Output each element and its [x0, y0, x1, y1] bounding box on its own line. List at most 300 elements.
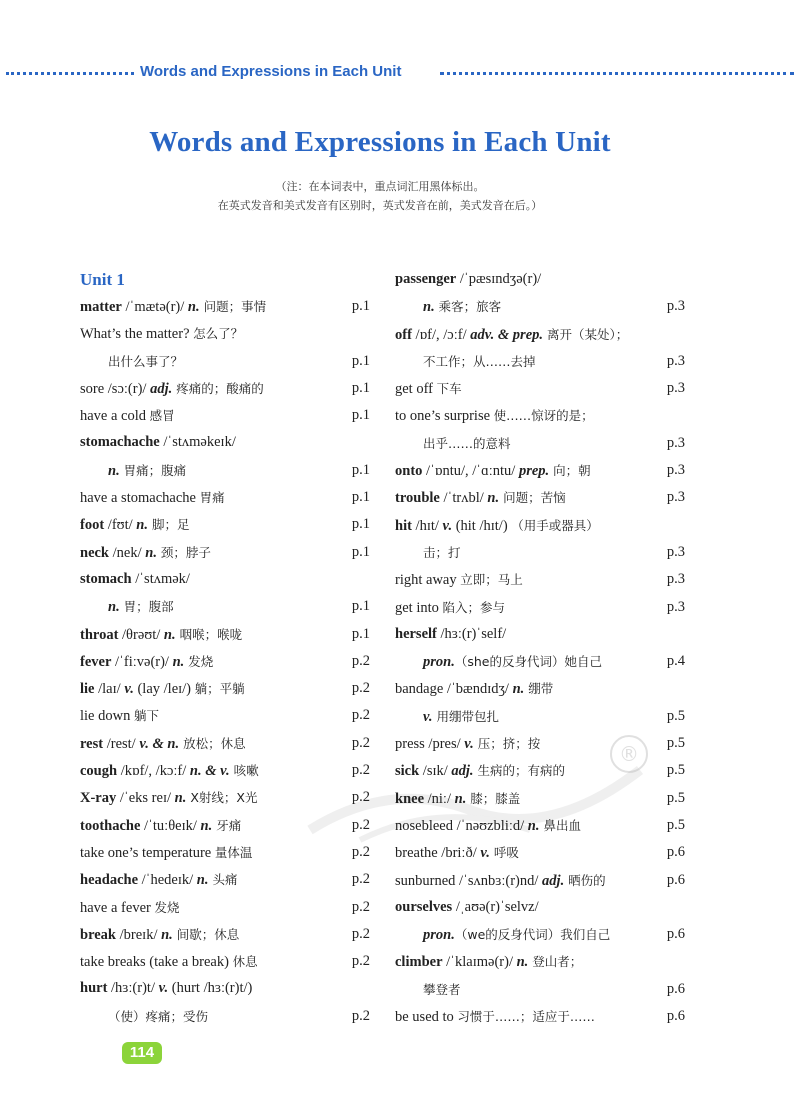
entry-text: [395, 484, 566, 512]
page-reference: p.3: [666, 352, 685, 369]
entry-text: [395, 757, 565, 785]
entry-continuation-line: [80, 457, 370, 484]
part-of-speech: n.: [161, 926, 173, 943]
part-of-speech: v.: [158, 980, 169, 997]
entry-fragment: /ˈklaɪmə(r)/: [442, 954, 517, 971]
entry-line: [80, 648, 370, 675]
headword: rest: [80, 735, 104, 752]
entry-fragment: /ˈhedeɪk/: [138, 872, 197, 889]
chinese-gloss: 膝；膝盖: [466, 790, 521, 806]
page-reference: p.3: [666, 462, 685, 479]
page-reference: p.1: [351, 516, 370, 533]
entry-continuation-line: [395, 703, 685, 730]
entry-text: [395, 867, 606, 895]
entry-line: [80, 675, 370, 702]
entry-line: [80, 730, 370, 757]
entry-text: [395, 785, 520, 813]
headword: foot: [80, 517, 105, 534]
entry-continuation-line: [80, 593, 370, 620]
entry-fragment: /hɪt/: [411, 517, 443, 534]
page-reference: p.2: [351, 925, 370, 942]
page-number-badge: 114: [122, 1042, 162, 1064]
entry-text: [395, 894, 539, 921]
page-reference: p.6: [666, 980, 685, 997]
part-of-speech: n.: [187, 299, 200, 315]
part-of-speech: v.: [480, 845, 490, 862]
entry-text: [80, 948, 258, 976]
entry-text: [80, 511, 189, 539]
page-reference: p.2: [351, 680, 370, 697]
headword: break: [80, 926, 116, 943]
page-reference: p.2: [351, 707, 370, 724]
chinese-gloss: 胃痛: [199, 490, 225, 506]
entry-line: [395, 402, 685, 429]
entry-text: [80, 402, 175, 430]
note-line-1: （注：在本词表中，重点词汇用黑体标出。: [275, 180, 485, 193]
part-of-speech: v. & n.: [139, 735, 180, 752]
entry-fragment: get off: [395, 381, 437, 398]
entry-text: [80, 621, 242, 649]
chinese-gloss: 问题；事情: [199, 299, 267, 314]
entry-continuation-line: [395, 976, 685, 1003]
part-of-speech: v.: [124, 681, 134, 698]
entry-fragment: /ˈtrʌbl/: [439, 490, 488, 507]
entry-text: [423, 921, 610, 949]
headword: passenger: [395, 271, 457, 287]
entry-line: [80, 511, 370, 538]
entry-text: [80, 839, 252, 867]
entry-fragment: /rest/: [103, 735, 140, 752]
entry-line: [395, 730, 685, 757]
entry-continuation-line: [395, 539, 685, 566]
chinese-gloss: 陷入；参与: [442, 599, 506, 615]
page-reference: p.1: [351, 543, 370, 560]
entry-text: [80, 730, 246, 758]
entry-fragment: /breɪk/: [116, 926, 162, 943]
entry-fragment: /kɒf/, /kɔːf/: [117, 763, 190, 780]
chinese-gloss: 头痛: [208, 872, 238, 888]
entry-line: [395, 675, 685, 702]
entry-line: [395, 594, 685, 621]
entry-text: [80, 429, 236, 456]
entry-line: [80, 375, 370, 402]
page-reference: p.5: [666, 789, 685, 806]
entry-line: [395, 484, 685, 511]
chinese-gloss: 生病的；有病的: [473, 763, 566, 779]
entry-text: [395, 457, 591, 485]
entry-line: [80, 839, 370, 866]
page-reference: p.3: [666, 298, 685, 315]
entry-line: [80, 784, 370, 811]
part-of-speech: n.: [108, 462, 120, 479]
headword: ourselves: [395, 898, 453, 915]
entry-fragment: (hurt /hɜː(r)t/): [168, 980, 253, 997]
chinese-gloss: 问题；苦恼: [499, 490, 566, 506]
chinese-gloss: 疼痛的；酸痛的: [172, 380, 264, 396]
part-of-speech: n.: [108, 599, 120, 616]
entry-continuation-line: [395, 648, 685, 675]
headword: climber: [395, 954, 443, 971]
part-of-speech: n.: [196, 872, 209, 889]
entry-continuation-line: [395, 921, 685, 948]
entry-text: [80, 866, 237, 894]
chinese-gloss: 习惯于……；适应于……: [457, 1009, 595, 1025]
entry-line: [395, 375, 685, 402]
entry-line: [395, 948, 685, 975]
part-of-speech: pron.: [423, 927, 455, 944]
entry-text: [80, 702, 159, 730]
entry-line: [395, 757, 685, 784]
part-of-speech: n.: [423, 299, 435, 316]
entry-continuation-line: [395, 293, 685, 320]
entry-fragment: (lay /leɪ/): [133, 681, 195, 698]
entry-text: [395, 621, 506, 648]
entry-fragment: have a fever: [80, 899, 155, 916]
chinese-gloss: 晒伤的: [564, 872, 606, 888]
chinese-gloss: 颈；脖子: [156, 544, 211, 560]
chinese-gloss: 攀登者: [423, 981, 461, 997]
entry-text: [423, 293, 501, 321]
headword: onto: [395, 463, 423, 480]
entry-text: [395, 812, 581, 840]
entry-text: [80, 784, 257, 812]
entry-fragment: /ˈtuːθeɪk/: [140, 817, 201, 834]
chinese-gloss: 感冒: [149, 408, 175, 424]
part-of-speech: n.: [516, 954, 529, 971]
running-header-title: Words and Expressions in Each Unit: [140, 63, 402, 80]
part-of-speech: n.: [512, 681, 525, 698]
chinese-gloss: 胃；腹部: [119, 599, 174, 615]
entry-fragment: right away: [395, 572, 461, 589]
entry-text: [80, 484, 225, 512]
headword: trouble: [395, 490, 440, 507]
entry-fragment: /ˈɒntu/, /ˈɑːntu/: [422, 463, 519, 480]
entry-text: [395, 948, 582, 976]
entry-line: [395, 785, 685, 812]
part-of-speech: adv. & prep.: [470, 326, 544, 343]
page-reference: p.3: [666, 571, 685, 588]
page-reference: p.4: [666, 653, 685, 670]
entry-line: [395, 867, 685, 894]
entry-text: [395, 266, 541, 293]
part-of-speech: adj.: [542, 872, 565, 889]
entry-text: [80, 648, 213, 676]
entry-fragment: /laɪ/: [94, 681, 125, 698]
headword: herself: [395, 625, 437, 642]
page-reference: p.1: [351, 379, 370, 396]
chinese-gloss: 咳嗽: [229, 763, 259, 779]
entry-text: [108, 1003, 208, 1031]
part-of-speech: pron.: [423, 654, 455, 671]
entry-text: [80, 921, 239, 949]
word-list-right-column: [395, 266, 685, 1030]
entry-fragment: /ˈeks reɪ/: [116, 790, 175, 807]
entry-fragment: get into: [395, 599, 443, 616]
entry-line: [395, 812, 685, 839]
entry-text: [395, 566, 523, 594]
entry-line: [80, 484, 370, 511]
entry-fragment: /sɪk/: [419, 763, 452, 780]
page-reference: p.1: [351, 298, 370, 314]
part-of-speech: n.: [174, 790, 187, 807]
entry-text: [423, 348, 536, 376]
entry-text: [80, 375, 264, 403]
part-of-speech: n.: [454, 790, 467, 807]
headword: off: [395, 326, 412, 343]
entry-text: [108, 348, 183, 376]
headword: sick: [395, 763, 420, 780]
chinese-gloss: 发烧: [154, 899, 180, 915]
entry-line: [395, 266, 685, 293]
part-of-speech: n.: [172, 653, 185, 670]
chinese-gloss: 出乎……的意料: [423, 435, 511, 451]
entry-text: [80, 320, 243, 348]
chinese-gloss: 出什么事了？: [108, 353, 184, 369]
part-of-speech: v.: [423, 708, 433, 725]
chinese-gloss: 下车: [436, 381, 462, 397]
page-reference: p.5: [666, 762, 685, 779]
chinese-gloss: 用绷带包扎: [432, 708, 500, 724]
page-reference: p.1: [351, 407, 370, 424]
chinese-gloss: 击；打: [423, 544, 461, 560]
page-reference: p.6: [666, 844, 685, 861]
part-of-speech: n.: [200, 817, 213, 834]
page-reference: p.6: [666, 871, 685, 888]
entry-fragment: sunburned /ˈsʌnbɜː(r)nd/: [395, 872, 543, 889]
note-line-2: 在英式发音和美式发音有区别时，英式发音在前，美式发音在后。）: [217, 199, 543, 212]
page-reference: p.5: [666, 816, 685, 833]
chinese-gloss: 乘客；旅客: [434, 299, 502, 315]
entry-fragment: nosebleed /ˈnəʊzbliːd/: [395, 817, 528, 834]
header-dotted-rule-right: [440, 72, 794, 75]
page-reference: p.2: [351, 762, 370, 779]
entry-text: [423, 539, 461, 567]
part-of-speech: n.: [487, 490, 500, 507]
headword: X-ray: [80, 790, 117, 807]
word-list-left-column: [80, 266, 370, 1030]
entry-text: [80, 894, 179, 922]
page-reference: p.1: [351, 598, 370, 615]
page-reference: p.2: [351, 789, 370, 806]
entry-line: [80, 812, 370, 839]
entry-line: [80, 293, 370, 320]
entry-line: [80, 320, 370, 347]
entry-continuation-line: [80, 348, 370, 375]
chinese-gloss: 呼吸: [489, 845, 519, 861]
entry-line: [395, 321, 685, 348]
entry-text: [108, 457, 186, 485]
entry-line: [80, 757, 370, 784]
headword: throat: [80, 626, 119, 643]
chinese-gloss: 不工作；从……去掉: [423, 353, 536, 369]
entry-line: [80, 566, 370, 593]
entry-fragment: be used to: [395, 1009, 458, 1026]
chinese-gloss: 发烧: [184, 653, 214, 669]
entry-text: [395, 730, 540, 758]
entry-fragment: /niː/: [424, 790, 455, 807]
chinese-gloss: 咽喉；喉咙: [175, 626, 243, 642]
entry-fragment: /ˈfiːvə(r)/: [111, 653, 173, 670]
entry-text: [423, 703, 499, 731]
entry-fragment: /ˈstʌmək/: [131, 570, 190, 587]
page-reference: p.1: [351, 625, 370, 642]
chinese-gloss: 胃痛；腹痛: [119, 462, 187, 478]
entry-fragment: (hit /hɪt/): [452, 517, 512, 534]
entry-fragment: /fʊt/: [104, 517, 137, 534]
entry-text: [395, 375, 462, 403]
entry-line: [395, 894, 685, 921]
entry-fragment: /θrəʊt/: [118, 626, 164, 643]
chinese-gloss: 鼻出血: [539, 817, 581, 833]
page-title: Words and Expressions in Each Unit: [149, 126, 611, 158]
entry-line: [395, 839, 685, 866]
headword: toothache: [80, 817, 141, 834]
entry-text: [80, 566, 190, 593]
entry-text: [423, 430, 511, 458]
entry-fragment: have a cold: [80, 408, 150, 425]
entry-fragment: /ˈpæsɪndʒə(r)/: [456, 271, 542, 287]
chinese-gloss: 登山者；: [528, 954, 583, 970]
entry-fragment: /ˈstʌməkeɪk/: [159, 434, 236, 451]
page-reference: p.2: [351, 898, 370, 915]
headword: matter: [80, 299, 122, 315]
chinese-gloss: 量体温: [214, 844, 253, 860]
entry-fragment: /ɒf/, /ɔːf/: [411, 326, 471, 343]
headword: headache: [80, 872, 138, 889]
entry-text: [80, 757, 259, 785]
entry-text: [395, 1003, 595, 1031]
chinese-gloss: 休息: [232, 954, 258, 970]
headword: cough: [80, 763, 118, 780]
chinese-gloss: 脚；足: [148, 517, 190, 533]
entry-fragment: take breaks (take a break): [80, 954, 233, 971]
registered-mark-icon: ®: [610, 735, 648, 773]
part-of-speech: n.: [527, 817, 540, 834]
entry-fragment: /ˈmætə(r)/: [121, 299, 188, 315]
entry-fragment: to one’s surprise: [395, 408, 494, 425]
page-reference: p.3: [666, 434, 685, 451]
entry-text: [80, 293, 266, 321]
entry-text: [80, 812, 241, 840]
entry-text: [80, 539, 211, 567]
part-of-speech: v.: [464, 736, 474, 753]
entry-text: [395, 839, 519, 867]
page-reference: p.2: [351, 953, 370, 970]
entry-fragment: press /pres/: [395, 736, 465, 753]
page-reference: p.2: [351, 1007, 370, 1024]
part-of-speech: v.: [442, 517, 453, 534]
entry-fragment: have a stomachache: [80, 490, 200, 507]
chinese-gloss: （用手或器具）: [511, 517, 599, 533]
entry-fragment: take one’s temperature: [80, 844, 215, 861]
entry-text: [395, 512, 599, 540]
entry-continuation-line: [395, 348, 685, 375]
entry-line: [80, 539, 370, 566]
part-of-speech: adj.: [150, 380, 173, 397]
entry-line: [80, 621, 370, 648]
entry-line: [80, 894, 370, 921]
page-reference: p.1: [351, 352, 370, 369]
page-reference: p.3: [666, 543, 685, 560]
part-of-speech: prep.: [518, 463, 550, 480]
chinese-gloss: 向；朝: [549, 463, 591, 479]
chinese-gloss: 放松；休息: [179, 735, 246, 751]
chinese-gloss: 躺；平躺: [194, 681, 245, 697]
entry-line: [395, 566, 685, 593]
entry-fragment: /ˌaʊə(r)ˈselvz/: [452, 898, 539, 915]
chinese-gloss: （she的反身代词）她自己: [454, 654, 602, 670]
entry-line: [80, 866, 370, 893]
part-of-speech: n.: [136, 517, 148, 534]
headword: knee: [395, 790, 424, 807]
entry-fragment: lie down: [80, 708, 134, 725]
page-reference: p.2: [351, 734, 370, 751]
entry-text: [108, 593, 174, 621]
chinese-gloss: （使）疼痛；受伤: [108, 1008, 209, 1024]
part-of-speech: n. & v.: [189, 763, 230, 780]
chinese-gloss: 间歇；休息: [172, 926, 240, 942]
unit-heading: Unit 1: [80, 270, 125, 289]
header-dotted-rule-left: [6, 72, 134, 75]
entry-text: [395, 594, 505, 622]
chinese-gloss: （we的反身代词）我们自己: [454, 927, 611, 943]
page-reference: p.3: [666, 380, 685, 397]
headword: hit: [395, 517, 412, 534]
entry-fragment: What’s the matter?: [80, 326, 194, 343]
entry-text: [80, 975, 252, 1002]
entry-line: [395, 621, 685, 648]
headword: stomachache: [80, 434, 160, 451]
part-of-speech: adj.: [451, 763, 474, 780]
headword: stomach: [80, 570, 132, 587]
part-of-speech: n.: [163, 626, 176, 643]
entry-text: [395, 321, 628, 349]
chinese-gloss: 压；挤；按: [473, 736, 541, 752]
chinese-gloss: 绷带: [524, 681, 554, 697]
page-reference: p.6: [666, 926, 685, 943]
page-reference: p.3: [666, 598, 685, 615]
chinese-gloss: 使……惊讶的是；: [493, 408, 594, 424]
entry-line: [80, 402, 370, 429]
page-reference: p.5: [666, 735, 685, 752]
entry-fragment: /hɜː(r)t/: [107, 980, 159, 997]
entry-fragment: /hɜː(r)ˈself/: [436, 625, 507, 642]
entry-line: [80, 948, 370, 975]
page-reference: p.6: [666, 1008, 685, 1025]
part-of-speech: n.: [145, 544, 157, 561]
page-reference: p.2: [351, 652, 370, 669]
entry-line: [395, 457, 685, 484]
headword: hurt: [80, 980, 108, 997]
chinese-gloss: X射线；X光: [186, 790, 258, 806]
headword: lie: [80, 681, 95, 698]
chinese-gloss: 牙痛: [212, 817, 242, 833]
entry-fragment: breathe /briːð/: [395, 845, 481, 862]
entry-line: [395, 1003, 685, 1030]
entry-line: [80, 702, 370, 729]
chinese-gloss: 怎么了？: [193, 326, 244, 342]
entry-line: [80, 975, 370, 1002]
headword: neck: [80, 544, 109, 561]
entry-line: [80, 429, 370, 456]
page-reference: p.1: [351, 461, 370, 478]
running-header: [0, 62, 800, 84]
entry-line: [80, 921, 370, 948]
entry-text: [423, 648, 602, 676]
page-reference: p.1: [351, 489, 370, 506]
entry-fragment: bandage /ˈbændɪdʒ/: [395, 681, 513, 698]
entry-text: [395, 402, 594, 430]
